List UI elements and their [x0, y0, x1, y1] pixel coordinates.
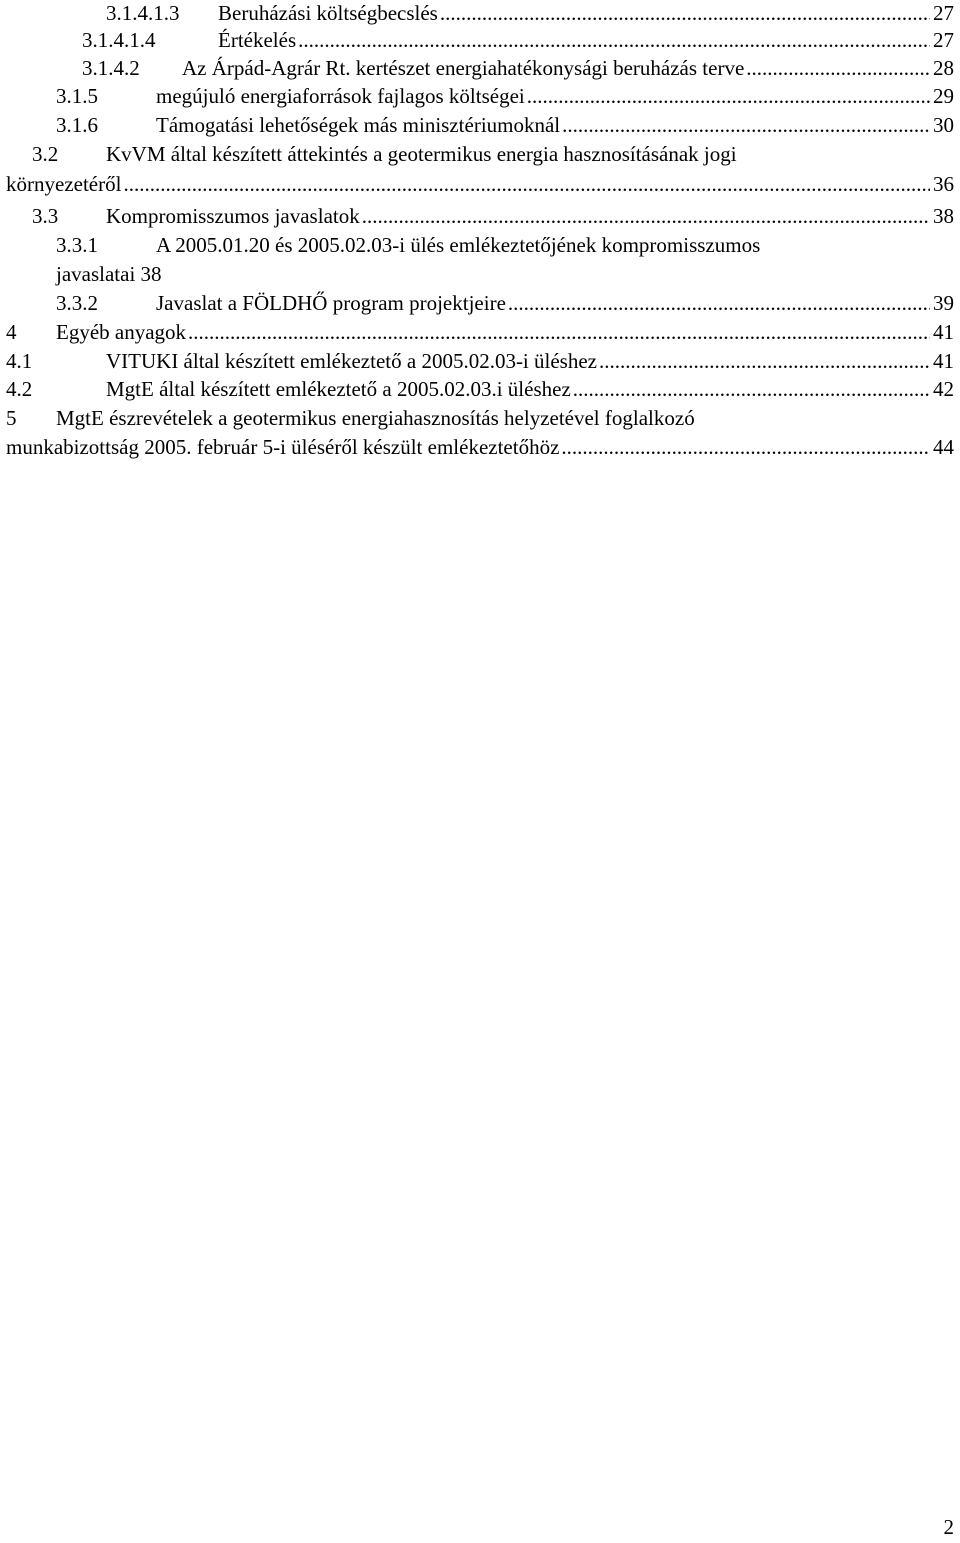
toc-entry-page: 27 [933, 1, 954, 25]
toc-entry-page: 36 [933, 172, 954, 196]
toc-entry[interactable] [6, 348, 954, 374]
toc-entry-number: 4.1 [6, 349, 33, 373]
toc-dot-leader [440, 0, 930, 26]
toc-entry-page: 30 [933, 113, 954, 137]
toc-entry[interactable] [32, 203, 954, 229]
toc-entry-page: 28 [933, 56, 954, 80]
toc-entry-title: Egyéb anyagok [56, 320, 187, 344]
toc-entry-title-cont: javaslatai 38 [56, 262, 162, 286]
toc-entry-title: Javaslat a FÖLDHŐ program projektjeire [156, 291, 506, 315]
toc-entry[interactable] [82, 27, 954, 53]
toc-entry-title: VITUKI által készített emlékeztető a 2005.02.03-i üléshez [106, 349, 597, 373]
toc-entry-title: Kompromisszumos javaslatok [106, 204, 360, 228]
toc-entry[interactable] [6, 376, 954, 402]
toc-entry-title: Az Árpád-Agrár Rt. kertészet energiahatékonysági beruházás terve [182, 56, 745, 80]
toc-entry-page: 29 [933, 84, 954, 108]
toc-entry-number: 4 [6, 320, 17, 344]
toc-entry-number: 3.1.4.1.4 [82, 28, 156, 52]
toc-entry-title: megújuló energiaforrások fajlagos költségei [156, 84, 525, 108]
toc-dot-leader [561, 434, 930, 460]
toc-dot-leader [123, 171, 930, 197]
toc-dot-leader [188, 319, 930, 345]
toc-entry-continuation[interactable] [6, 171, 954, 197]
toc-entry-title: MgtE által készített emlékeztető a 2005.02.03.i üléshez [106, 377, 571, 401]
toc-entry-number: 3.1.5 [56, 84, 98, 108]
toc-entry[interactable] [106, 0, 954, 26]
toc-entry-number: 3.2 [32, 142, 59, 166]
toc-entry-title: Értékelés [218, 28, 297, 52]
toc-entry-continuation[interactable] [56, 261, 954, 287]
toc-entry-title-cont: környezetéről [6, 172, 122, 196]
toc-dot-leader [298, 27, 930, 53]
toc-dot-leader [573, 376, 930, 402]
toc-entry-number: 4.2 [6, 377, 33, 401]
toc-entry[interactable] [56, 290, 954, 316]
toc-entry-page: 39 [933, 291, 954, 315]
toc-dot-leader [508, 290, 930, 316]
toc-entry-page: 42 [933, 377, 954, 401]
toc-entry[interactable] [56, 83, 954, 109]
page-number: 2 [943, 1515, 954, 1539]
toc-entry[interactable] [6, 319, 954, 345]
toc-entry-page: 41 [933, 349, 954, 373]
toc-dot-leader [746, 55, 930, 81]
toc-entry[interactable] [32, 141, 954, 167]
toc-entry-title: Beruházási költségbecslés [218, 1, 438, 25]
toc-entry-number: 3.3.1 [56, 233, 98, 257]
toc-entry[interactable] [6, 405, 954, 431]
toc-dot-leader [362, 203, 930, 229]
toc-entry-number: 3.1.4.1.3 [106, 1, 180, 25]
toc-entry-title: A 2005.01.20 és 2005.02.03-i ülés emlékeztetőjének kompromisszumos [156, 233, 761, 257]
toc-entry-title: Támogatási lehetőségek más minisztériumoknál [156, 113, 561, 137]
toc-entry-title: KvVM által készített áttekintés a geotermikus energia hasznosításának jogi [106, 142, 737, 166]
toc-entry[interactable] [56, 232, 954, 258]
toc-entry-page: 38 [933, 204, 954, 228]
toc-entry[interactable] [82, 55, 954, 81]
toc-entry-continuation[interactable] [6, 434, 954, 460]
toc-entry-page: 44 [933, 435, 954, 459]
toc-entry-title-cont: munkabizottság 2005. február 5-i üléséről készült emlékeztetőhöz [6, 435, 560, 459]
toc-entry-number: 3.1.4.2 [82, 56, 140, 80]
toc-entry-title: MgtE észrevételek a geotermikus energiahasznosítás helyzetével foglalkozó [56, 406, 695, 430]
toc-entry-page: 41 [933, 320, 954, 344]
toc-entry-number: 3.3.2 [56, 291, 98, 315]
toc-dot-leader [527, 83, 930, 109]
toc-entry-number: 5 [6, 406, 17, 430]
toc-dot-leader [599, 348, 930, 374]
toc-entry[interactable] [56, 112, 954, 138]
toc-entry-number: 3.1.6 [56, 113, 98, 137]
toc-entry-number: 3.3 [32, 204, 59, 228]
toc-dot-leader [562, 112, 930, 138]
toc-entry-page: 27 [933, 28, 954, 52]
